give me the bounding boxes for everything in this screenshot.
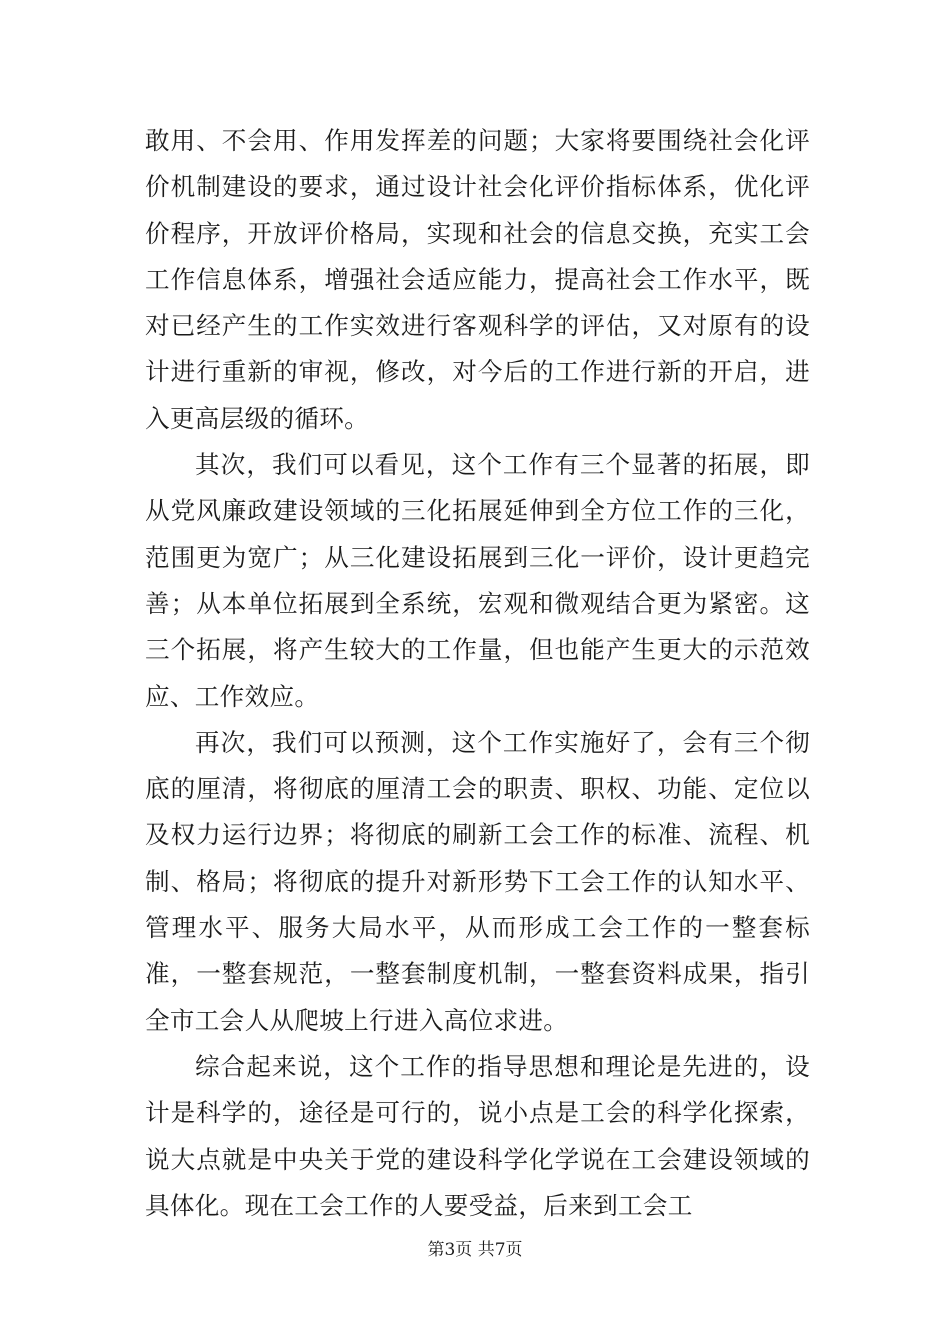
page-number-footer: 第3页 共7页 bbox=[427, 1240, 523, 1260]
paragraph-second: 其次，我们可以看见，这个工作有三个显著的拓展，即从党风廉政建设领域的三化拓展延伸到全方位工作的三化，范围更为宽广；从三化建设拓展到三化一评价，设计更趋完善；从本单位拓展到全系统，宏观和微观结合更为紧密。这三个拓展，将产生较大的工作量，但也能产生更大的示范效应、工作效应。 bbox=[145, 450, 810, 711]
document-body bbox=[145, 118, 810, 1229]
paragraph-third: 再次，我们可以预测，这个工作实施好了，会有三个彻底的厘清，将彻底的厘清工会的职责、职权、功能、定位以及权力运行边界；将彻底的刷新工会工作的标准、流程、机制、格局；将彻底的提升对新形势下工会工作的认知水平、管理水平、服务大局水平，从而形成工会工作的一整套标准，一整套规范，一整套制度机制，一整套资料成果，指引全市工会人从爬坡上行进入高位求进。 bbox=[145, 727, 810, 1035]
paragraph-fourth: 综合起来说，这个工作的指导思想和理论是先进的，设计是科学的，途径是可行的，说小点是工会的科学化探索，说大点就是中央关于党的建设科学化学说在工会建设领域的具体化。现在工会工作的人要受益，后来到工会工 bbox=[145, 1051, 810, 1220]
paragraph-continuation: 敢用、不会用、作用发挥差的问题；大家将要围绕社会化评价机制建设的要求，通过设计社会化评价指标体系，优化评价程序，开放评价格局，实现和社会的信息交换，充实工会工作信息体系，增强社会适应能力，提高社会工作水平，既对已经产生的工作实效进行客观科学的评估，又对原有的设计进行重新的审视，修改，对今后的工作进行新的开启，进入更高层级的循环。 bbox=[145, 126, 810, 433]
